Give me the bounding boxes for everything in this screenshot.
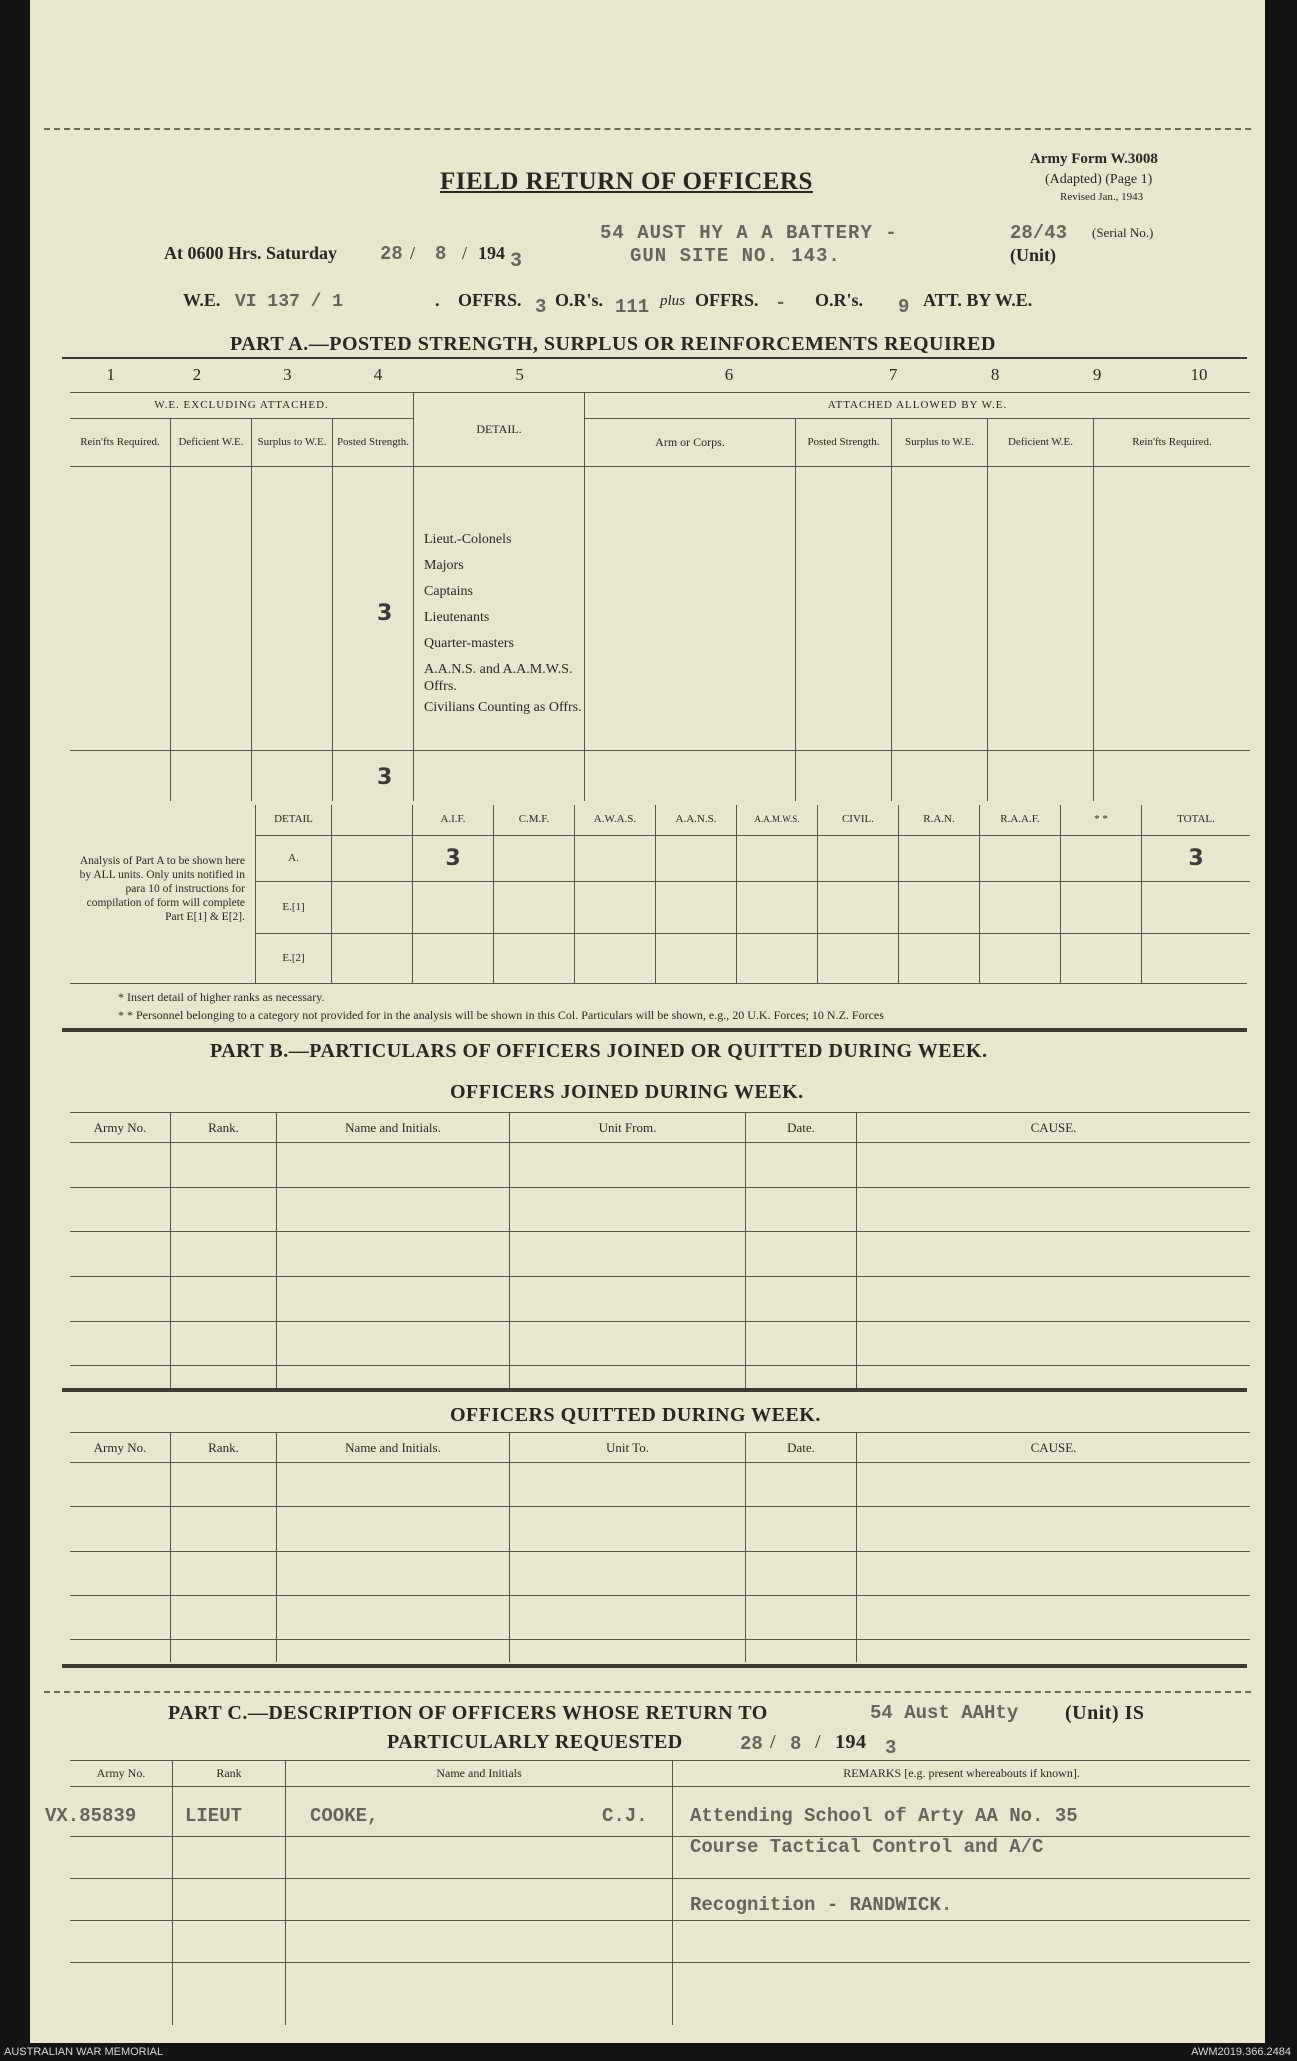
part-b-title: PART B.—PARTICULARS OF OFFICERS JOINED OR QUITTED DURING WEEK. xyxy=(210,1040,988,1062)
month-value: 8 xyxy=(435,243,447,265)
part-c-requested-label: PARTICULARLY REQUESTED xyxy=(387,1731,683,1753)
unit-label: (Unit) xyxy=(1010,245,1056,265)
unit-name-line1: 54 AUST HY A A BATTERY - xyxy=(600,222,898,244)
we-excl-header: W.E. EXCLUDING ATTACHED. xyxy=(70,393,414,419)
offrs-label: OFFRS. xyxy=(458,290,522,310)
joined-title: OFFICERS JOINED DURING WEEK. xyxy=(450,1081,804,1103)
rank-list: Lieut.-Colonels Majors Captains Lieutenants Quarter-masters A.A.N.S. and A.A.M.W.S. Offrs. Civilians Counting as Offrs. xyxy=(414,467,585,751)
plus-label: plus xyxy=(660,293,686,309)
part-c-month: 8 xyxy=(790,1733,802,1755)
perforation-top xyxy=(44,128,1251,130)
plus-offrs-value: - xyxy=(775,292,787,314)
entry-initials: C.J. xyxy=(602,1805,648,1827)
total-a-value: 3 xyxy=(1188,845,1204,871)
we-label: W.E. xyxy=(183,290,221,310)
part-a-table: W.E. EXCLUDING ATTACHED. DETAIL. ATTACHED ALLOWED BY W.E. Rein'fts Required. Deficient W.E. Surplus to W.E. Posted Strength. Arm or Corps. Posted Strength. Surplus to W.E. Deficient W.E. Rein'fts Required. 3 Lieut.-Colonels Majors Captains Lieutenants Quarter-masters A.A.N.S. and A.A.M.W.S. Offrs. Civilians Counting as Offrs. 3 xyxy=(70,392,1250,801)
year-prefix: 194 xyxy=(478,243,505,263)
unit-name-line2: GUN SITE NO. 143. xyxy=(630,245,841,267)
at-hours-label: At 0600 Hrs. Saturday xyxy=(164,243,338,263)
analysis-note: Analysis of Part A to be shown here by ALL units. Only units notified in para 10 of instructions for compilation of form will complete Part E[1] & E[2]. xyxy=(79,855,245,923)
footer-right: AWM2019.366.2484 xyxy=(1191,2046,1291,2058)
entry-remarks-3: Recognition - RANDWICK. xyxy=(690,1894,953,1916)
part-c-unit-value: 54 Aust AAHty xyxy=(870,1702,1019,1724)
quitted-table: Army No. Rank. Name and Initials. Unit To. Date. CAUSE. xyxy=(70,1432,1250,1662)
part-c-day: 28 xyxy=(740,1733,763,1755)
entry-rank: LIEUT xyxy=(185,1805,243,1827)
posted-lieutenants: 3 xyxy=(377,601,393,626)
perforation-bottom xyxy=(44,1691,1251,1693)
part-c-year-suffix: 3 xyxy=(885,1737,897,1759)
note-other-category: * * Personnel belonging to a category not provided for in the analysis will be shown in this Col. Particulars will be shown, e.g., 20 U.K. Forces; 10 N.Z. Forces xyxy=(118,1008,884,1022)
part-c-title: PART C.—DESCRIPTION OF OFFICERS WHOSE RETURN TO xyxy=(168,1702,768,1724)
attached-header: ATTACHED ALLOWED BY W.E. xyxy=(585,393,1251,419)
adapted-label: (Adapted) (Page 1) xyxy=(1045,172,1153,187)
part-c-year-prefix: 194 xyxy=(835,1731,867,1753)
analysis-table: DETAIL A.I.F. C.M.F. A.W.A.S. A.A.N.S. A.A.M.W.S. CIVIL. R.A.N. R.A.A.F. * * TOTAL. A. 3 3 E.[1] E.[2] xyxy=(255,805,1250,983)
form-sheet: FIELD RETURN OF OFFICERS Army Form W.3008 (Adapted) (Page 1) Revised Jan., 1943 At 0600 Hrs. Saturday 28 / 8 / 194 3 54 AUST HY A A BATTERY - GUN SITE NO. 143. 28/43 (Unit) (Serial No.) W.E. VI 137 / 1 . OFFRS. 3 O.R's. 111 plus OFFRS. - O.R's. 9 ATT. BY W.E. PART A.—POSTED STRENGTH, SURPLUS OR REINFORCEMENTS REQUIRED 1 2 3 4 5 6 7 8 9 10 W.E. EXCLUDING ATTACHED. DETAIL. ATTACHED ALLOWED BY W.E. Rein'fts Required. Deficient W.E. Surplus to W.E. Posted Strength. Arm or Corps. Posted Strength. Surplus to W.E. Deficient W.E. Rein'fts Required. 3 Lieut.-Colonels Majors Captains Lieutenants Quarter-masters A.A.N.S. and A.A.M.W.S. Offrs. Civilians Counting as Offrs. 3 Analysis of Part A to be shown here by ALL units. Only units notified in para 10 of instructions for compilation of form will complete Part E[1] & E[2]. DETAIL A.I.F. C.M.F. A.W.A.S. A.A.N.S. A.A.M.W.S. CIVIL. R.A.N. R.A.A.F. * * TOTAL. A. 3 3 E.[1] E.[2] * Insert detail of higher ranks as necessary. * * Personnel belonging to a category not provided for in the analysis will be shown in this Col. Particulars will be shown, e.g., 20 U.K. Forces; 10 N.Z. Forces PART B.—PARTICULARS OF OFFICERS JOINED OR QUITTED DURING WEEK. OFFICERS JOINED DURING WEEK. Army No. Rank. Name and Initials. Unit From. Date. CAUSE. OFFICERS QUITTED DURING WEEK. Army No. Rank. Name and Initials. Unit To. Date. CAUSE. PART C.—DESCRIPTION OF OFFICERS WHOSE RETURN TO 54 Aust AAHty (Unit) IS PARTICULARLY REQUESTED 28 / 8 / 194 3 Army No. Rank Name and Initials REMARKS [e.g. present whereabouts if known]. VX.85839 LIEUT COOKE, C.J. Attending School of Arty AA No. 35 Course Tactical Control and A/C Recognition - RANDWICK. xyxy=(30,0,1265,2043)
entry-remarks-2: Course Tactical Control and A/C xyxy=(690,1836,1044,1858)
plus-offrs-label: OFFRS. xyxy=(695,290,759,310)
aif-a-value: 3 xyxy=(445,845,461,871)
part-a-col-numbers: 1 2 3 4 5 6 7 8 9 10 xyxy=(106,365,1208,384)
revised-label: Revised Jan., 1943 xyxy=(1060,191,1144,203)
ors-label: O.R's. xyxy=(555,290,604,310)
form-title: FIELD RETURN OF OFFICERS xyxy=(440,168,813,195)
entry-remarks-1: Attending School of Arty AA No. 35 xyxy=(690,1805,1078,1827)
plus-ors-value: 9 xyxy=(898,296,910,318)
day-value: 28 xyxy=(380,243,403,265)
detail-header: DETAIL. xyxy=(414,393,585,467)
att-by-we-label: ATT. BY W.E. xyxy=(923,290,1033,310)
army-form-number: Army Form W.3008 xyxy=(1030,151,1158,167)
entry-army-no: VX.85839 xyxy=(45,1805,137,1827)
part-a-title: PART A.—POSTED STRENGTH, SURPLUS OR REINFORCEMENTS REQUIRED xyxy=(230,333,996,355)
joined-table: Army No. Rank. Name and Initials. Unit From. Date. CAUSE. xyxy=(70,1112,1250,1388)
part-c-table: Army No. Rank Name and Initials REMARKS [e.g. present whereabouts if known]. xyxy=(70,1760,1250,2025)
entry-name: COOKE, xyxy=(310,1805,379,1827)
quitted-title: OFFICERS QUITTED DURING WEEK. xyxy=(450,1404,821,1426)
offrs-value: 3 xyxy=(535,296,547,318)
ors-value: 111 xyxy=(615,296,650,318)
serial-label: (Serial No.) xyxy=(1092,225,1154,240)
year-suffix: 3 xyxy=(510,250,523,273)
posted-total: 3 xyxy=(377,765,393,790)
note-higher-ranks: * Insert detail of higher ranks as necessary. xyxy=(118,990,325,1004)
plus-ors-label: O.R's. xyxy=(815,290,864,310)
footer-left: AUSTRALIAN WAR MEMORIAL xyxy=(4,2046,164,2058)
part-c-unit-label: (Unit) IS xyxy=(1065,1702,1145,1724)
we-value: VI 137 / 1 xyxy=(235,292,344,312)
serial-value: 28/43 xyxy=(1010,222,1068,244)
